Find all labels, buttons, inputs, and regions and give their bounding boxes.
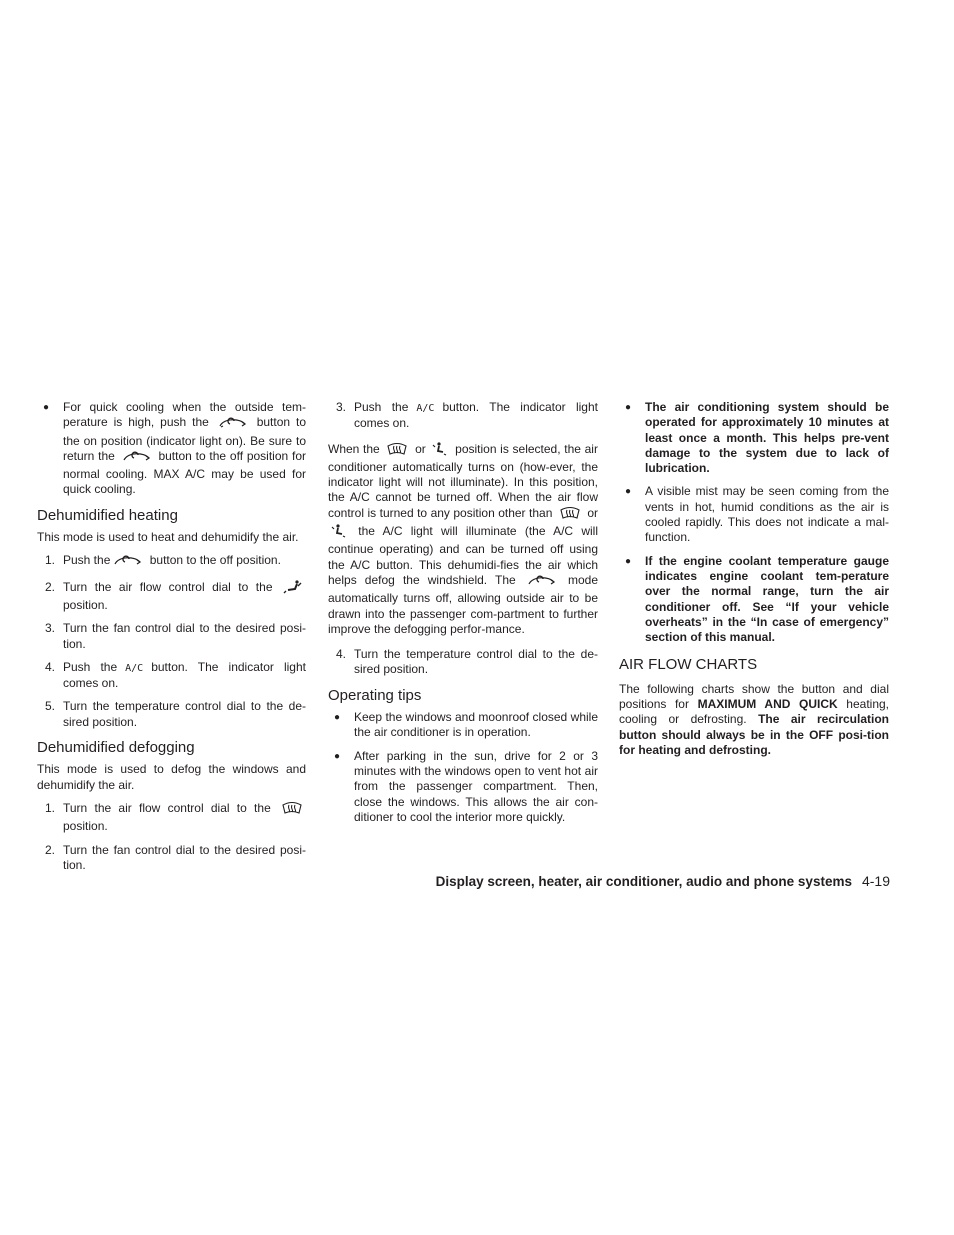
- defrost-icon: [559, 506, 581, 524]
- heating-step-5: 5. Turn the temperature control dial to the de-sired position.: [45, 699, 306, 729]
- warning-bullet-1: ● The air conditioning system should be operated for approximately 10 minutes at least once a month. This helps pre-vent damage to the system due to lack of lubrication.: [625, 400, 889, 476]
- heading-operating-tips: Operating tips: [328, 686, 422, 704]
- bullet-dot: ●: [625, 486, 632, 498]
- tip-2: ● After parking in the sun, drive for 2 or 3 minutes with the windows open to vent hot air from the passenger compartment. Then, close the windows. This allows the air con-ditioner to cool the interior more quickly.: [334, 748, 598, 824]
- defog-intro: This mode is used to defog the windows and dehumidify the air.: [37, 762, 306, 792]
- foot-defrost-icon: [331, 524, 347, 542]
- foot-defrost-icon: [283, 580, 303, 598]
- bullet-dot: ●: [43, 402, 50, 413]
- defog-paragraph: When the or position is selected, the air conditioner automatically turns on (how-ever, the indicator light will not illuminate). In this position, the A/C cannot be turned off. When the air flow control is turned to any position other than or the A/C light will illuminate (the A/C will continue operating) and can be turned off using the A/C button. This dehumidi-fies the air which helps defog the windshield. The mode automatically turns off, allowing outside air to be drawn into the passenger com-partment to further improve the defogging perfor-mance.: [328, 441, 598, 636]
- heading-air-flow-charts: AIR FLOW CHARTS: [619, 656, 758, 674]
- column-1: [37, 400, 306, 873]
- tip-1: ● Keep the windows and moonroof closed while the air conditioner is in operation.: [334, 710, 598, 740]
- ac-label-icon: A/C: [125, 662, 144, 674]
- recirculation-icon: [218, 415, 248, 433]
- ac-label-icon: A/C: [416, 403, 435, 414]
- defrost-icon: [281, 801, 303, 819]
- column-2: [328, 400, 598, 825]
- heating-intro: This mode is used to heat and dehumidify the air.: [37, 530, 299, 545]
- recirculation-icon: [527, 573, 557, 591]
- bullet-dot: ●: [625, 555, 632, 567]
- heating-step-4: 4. Push the A/C button. The indicator light comes on.: [45, 659, 306, 691]
- column-3: [619, 400, 889, 758]
- recirculation-icon: [113, 553, 143, 571]
- heading-dehumidified-heating: Dehumidified heating: [37, 506, 178, 524]
- defog-step-1: 1. Turn the air flow control dial to the position.: [37, 801, 306, 835]
- page-number: 4-19: [861, 873, 890, 889]
- bullet-dot: ●: [334, 750, 341, 762]
- heating-step-2: 2. Turn the air flow control dial to the position.: [37, 580, 306, 614]
- page-footer: [436, 873, 890, 889]
- defog-step-3: 3. Push the A/C button. The indicator light comes on.: [336, 400, 598, 431]
- heating-step-1: 1. Push the button to the off position.: [37, 553, 306, 571]
- defrost-icon: [386, 442, 408, 460]
- defog-step-4: 4. Turn the temperature control dial to the de-sired position.: [336, 647, 598, 677]
- bullet-quick-cooling: ● For quick cooling when the outside tem-perature is high, push the button to the on position (indicator light on). Be sure to return the button to the off position for normal cooling. MAX A/C may be used for quick cooling.: [43, 400, 306, 497]
- footer-section-title: Display screen, heater, air conditioner, audio and phone systems: [435, 874, 852, 889]
- recirculation-icon: [122, 449, 152, 467]
- bullet-dot: ●: [334, 712, 341, 724]
- warning-bullet-3: ● If the engine coolant temperature gauge indicates engine coolant tem-perature over the normal range, turn the air conditioner off. See “If your vehicle overheats” in the “In case of emergency” section of this manual.: [625, 553, 889, 645]
- foot-defrost-icon: [432, 442, 448, 460]
- bullet-dot: ●: [625, 402, 632, 413]
- charts-intro: The following charts show the button and dial positions for MAXIMUM AND QUICK heating, cooling or defrosting. The air recirculation button should always be in the OFF posi-tion for heating and defrosting.: [619, 681, 889, 757]
- heating-step-3: 3. Turn the fan control dial to the desired posi-tion.: [45, 621, 306, 651]
- defog-step-2: 2. Turn the fan control dial to the desired posi-tion.: [45, 842, 306, 872]
- note-bullet-2: ● A visible mist may be seen coming from the vents in hot, humid conditions as the air is cooled rapidly. This does not indicate a mal-function.: [625, 484, 889, 545]
- heading-dehumidified-defogging: Dehumidified defogging: [37, 739, 195, 757]
